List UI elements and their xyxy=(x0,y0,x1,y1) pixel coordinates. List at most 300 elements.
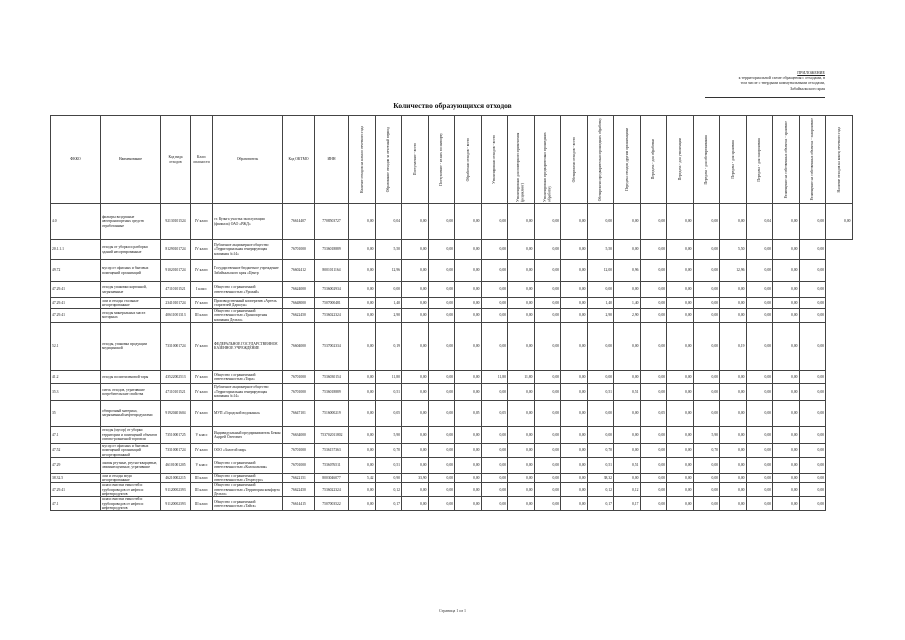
table-cell: 0,00 xyxy=(799,204,826,240)
table-cell: 0,00 xyxy=(693,383,720,400)
table-cell: 7708503727 xyxy=(315,204,349,240)
table-cell: 0,00 xyxy=(455,497,482,511)
table-cell: 0,00 xyxy=(720,298,747,309)
table-cell: 0,00 xyxy=(534,298,561,309)
table-cell: V класс xyxy=(191,426,213,443)
table-cell: 0,00 xyxy=(402,309,429,323)
table-cell: 73310001724 xyxy=(161,322,191,370)
column-header: Образователь xyxy=(213,116,283,204)
table-row xyxy=(51,497,853,511)
table-cell: 0,00 xyxy=(773,497,800,511)
table-cell: 76701000 xyxy=(283,457,315,473)
table-cell: мусор от офисных и бытовых помещений организаций несортированный xyxy=(101,443,161,457)
table-cell: 7536002934 xyxy=(315,282,349,298)
table-cell: 0,00 xyxy=(693,322,720,370)
table-cell: 0,00 xyxy=(746,322,773,370)
table-cell: 0,00 xyxy=(349,260,376,282)
table-cell: 0,00 xyxy=(428,383,455,400)
table-cell: 0,00 xyxy=(508,309,535,323)
table-cell: 0,00 xyxy=(402,400,429,426)
table-cell: 0,00 xyxy=(402,370,429,383)
table-cell: 0,00 xyxy=(746,426,773,443)
table-cell: 0,70 xyxy=(587,443,614,457)
table-cell: 40611001313 xyxy=(161,309,191,323)
column-header: Передача отходов другим организациям xyxy=(614,116,641,204)
appendix-line: Забайкальского края xyxy=(790,85,825,91)
table-cell: 0,00 xyxy=(402,483,429,497)
table-cell: 47.29.41 xyxy=(51,309,101,323)
table-cell: 0,00 xyxy=(640,240,667,260)
table-cell: 0,00 xyxy=(799,322,826,370)
table-cell: 0,00 xyxy=(508,457,535,473)
table-cell: 0,00 xyxy=(773,322,800,370)
table-cell: 0,05 xyxy=(455,400,482,426)
table-cell: III класс xyxy=(191,497,213,511)
table-cell: 7507000481 xyxy=(315,298,349,309)
table-cell: 0,00 xyxy=(534,426,561,443)
table-cell: 0,00 xyxy=(349,240,376,260)
table-cell: 0,00 xyxy=(693,400,720,426)
table-cell: 0,00 xyxy=(640,260,667,282)
table-row xyxy=(51,400,853,426)
table-row xyxy=(51,443,853,457)
table-cell: 76604000 xyxy=(283,322,315,370)
table-cell: 0,00 xyxy=(349,370,376,383)
table-cell: Общество с ограниченной ответственностью «Территория комфорта Дельта» xyxy=(213,483,283,497)
table-cell: 0,00 xyxy=(614,322,641,370)
table-cell: 0,00 xyxy=(402,457,429,473)
table-cell: 91120002393 xyxy=(161,497,191,511)
table-cell: 0,00 xyxy=(534,370,561,383)
table-cell: 0,00 xyxy=(614,400,641,426)
table-cell: 0,00 xyxy=(508,400,535,426)
table-cell: 0,00 xyxy=(481,473,508,483)
table-cell: 76622450 xyxy=(283,483,315,497)
table-cell: 0,00 xyxy=(481,282,508,298)
table-cell: Общество с ограниченной ответственностью «Урожай» xyxy=(213,282,283,298)
table-cell: 0,90 xyxy=(375,473,402,483)
table-cell: 0,00 xyxy=(587,400,614,426)
table-cell: 0,00 xyxy=(561,443,588,457)
table-cell: 0,00 xyxy=(508,204,535,240)
table-cell: 76614415 xyxy=(283,497,315,511)
table-cell: 0,00 xyxy=(746,457,773,473)
table-cell: 5,42 xyxy=(349,473,376,483)
table-cell: 0,00 xyxy=(534,383,561,400)
table-cell: 1,40 xyxy=(614,298,641,309)
table-cell: 0,00 xyxy=(455,240,482,260)
table-cell: 0,00 xyxy=(614,282,641,298)
table-cell: 0,51 xyxy=(375,383,402,400)
table-cell: 0,00 xyxy=(561,309,588,323)
table-cell: IV класс xyxy=(191,400,213,426)
table-cell: 0,00 xyxy=(455,204,482,240)
table-cell: 91020101724 xyxy=(161,260,191,282)
table-cell: 0,00 xyxy=(640,383,667,400)
table-cell: 11,80 xyxy=(508,370,535,383)
column-header: Наименование xyxy=(101,116,161,204)
table-cell: отходы минеральных масел моторных xyxy=(101,309,161,323)
table-cell: 0,00 xyxy=(720,473,747,483)
table-cell: 0,00 xyxy=(534,260,561,282)
table-cell: 0,00 xyxy=(402,322,429,370)
column-header: Поступление - из них по импорту xyxy=(428,116,455,204)
table-cell: 0,00 xyxy=(508,260,535,282)
table-cell: 0,00 xyxy=(693,260,720,282)
table-cell: 47.29.41 xyxy=(51,282,101,298)
table-cell: 0,00 xyxy=(428,457,455,473)
table-cell: 0,00 xyxy=(508,240,535,260)
table-cell: 0,00 xyxy=(773,473,800,483)
table-cell: 0,00 xyxy=(428,497,455,511)
table-cell: 46101001205 xyxy=(161,457,191,473)
table-cell: 76634000 xyxy=(283,426,315,443)
table-cell: 0,17 xyxy=(614,497,641,511)
table-cell: 5,90 xyxy=(693,426,720,443)
table-cell: 0,00 xyxy=(402,426,429,443)
table-cell: 0,00 xyxy=(561,457,588,473)
table-cell: 0,00 xyxy=(349,497,376,511)
table-cell: 0,00 xyxy=(640,443,667,457)
table-cell: 0,00 xyxy=(428,309,455,323)
table-cell: 5,90 xyxy=(375,426,402,443)
table-cell: Публичное акционерное общество «Территориальная генерирующая компания №14» xyxy=(213,383,283,400)
table-cell: 7536030154 xyxy=(315,370,349,383)
table-cell: 0,00 xyxy=(455,483,482,497)
table-cell: 0,00 xyxy=(508,298,535,309)
table-cell: 0,00 xyxy=(640,298,667,309)
table-cell: 0,00 xyxy=(428,483,455,497)
table-cell: отходы полиэтиленовой тары xyxy=(101,370,161,383)
column-header: Передача - для обработки xyxy=(640,116,667,204)
table-cell: 41.2 xyxy=(51,370,101,383)
column-header: Передача - для обезвреживания xyxy=(693,116,720,204)
table-cell: 2,90 xyxy=(614,309,641,323)
table-cell: 0,51 xyxy=(587,457,614,473)
table-cell: 0,00 xyxy=(746,282,773,298)
table-cell: 0,00 xyxy=(693,240,720,260)
table-cell: 0,00 xyxy=(428,400,455,426)
table-cell: 0,00 xyxy=(746,309,773,323)
table-cell: 81290101724 xyxy=(161,240,191,260)
table-row xyxy=(51,282,853,298)
table-cell: 0,00 xyxy=(667,309,694,323)
table-cell: 0,00 xyxy=(640,483,667,497)
table-cell: 0,00 xyxy=(534,322,561,370)
table-cell: 52.1 xyxy=(51,322,101,370)
table-cell: 0,04 xyxy=(746,204,773,240)
table-cell: 0,00 xyxy=(667,370,694,383)
table-cell: 0,00 xyxy=(693,282,720,298)
table-row xyxy=(51,309,853,323)
table-cell: 0,00 xyxy=(481,497,508,511)
table-cell: 0,00 xyxy=(799,298,826,309)
table-cell: 0,00 xyxy=(746,383,773,400)
table-cell: 0,00 xyxy=(640,204,667,240)
table-cell: Общество с ограниченной ответственностью «Тайга» xyxy=(213,497,283,511)
table-cell: 0,00 xyxy=(640,309,667,323)
column-header: Класс опасности xyxy=(191,116,213,204)
table-cell: 0,00 xyxy=(481,298,508,309)
table-cell: 0,00 xyxy=(640,426,667,443)
table-cell: 76701000 xyxy=(283,370,315,383)
table-cell: 33,90 xyxy=(402,473,429,483)
table-cell: мусор от офисных и бытовых помещений организаций xyxy=(101,260,161,282)
table-cell: 0,19 xyxy=(720,322,747,370)
table-cell: смесь отходов, утратившие потребительские свойства xyxy=(101,383,161,400)
table-cell: 0,00 xyxy=(640,497,667,511)
table-cell: 0,00 xyxy=(720,282,747,298)
table-cell: IV класс xyxy=(191,240,213,260)
table-cell: ст. Куэнга участка эксплуатации (филиала) ОАО «РЖД» xyxy=(213,204,283,240)
table-cell: 35 xyxy=(51,400,101,426)
table-cell: 0,00 xyxy=(799,483,826,497)
table-cell: IV класс xyxy=(191,370,213,383)
table-cell: 0,00 xyxy=(402,383,429,400)
table-cell: 0,00 xyxy=(720,497,747,511)
table-cell: 0,00 xyxy=(561,426,588,443)
table-cell: 1,40 xyxy=(375,298,402,309)
table-cell: 0,00 xyxy=(587,204,614,240)
table-cell: III класс xyxy=(191,473,213,483)
table-cell: 0,00 xyxy=(534,204,561,240)
table-cell: 76648000 xyxy=(283,298,315,309)
table-cell: лом и отходы меди несортированные xyxy=(101,473,161,483)
table-row xyxy=(51,370,853,383)
table-cell: 0,00 xyxy=(799,497,826,511)
table-cell: отходы, упаковка продукции медицинской xyxy=(101,322,161,370)
table-cell: 0,00 xyxy=(455,322,482,370)
table-cell: 12,96 xyxy=(375,260,402,282)
column-header: Утилизировано отходов - всего xyxy=(481,116,508,204)
table-cell: 0,00 xyxy=(561,483,588,497)
table-cell: 0,05 xyxy=(640,400,667,426)
table-cell: 0,00 xyxy=(667,322,694,370)
table-cell: 0,00 xyxy=(561,400,588,426)
table-cell: 0,00 xyxy=(402,282,429,298)
table-cell: 7536076511 xyxy=(315,457,349,473)
table-cell: 46210002215 xyxy=(161,473,191,483)
table-row xyxy=(51,322,853,370)
table-cell: 0,00 xyxy=(720,443,747,457)
table-cell: 0,00 xyxy=(799,400,826,426)
table-cell: 5,50 xyxy=(375,240,402,260)
table-row xyxy=(51,240,853,260)
table-cell: 0,00 xyxy=(799,260,826,282)
table-cell: 0,00 xyxy=(534,400,561,426)
table-cell: 0,00 xyxy=(508,473,535,483)
table-cell: 0,00 xyxy=(349,426,376,443)
table-cell: 0,00 xyxy=(455,309,482,323)
table-cell: 0,00 xyxy=(508,483,535,497)
table-cell: 0,00 xyxy=(640,457,667,473)
table-cell: 0,00 xyxy=(693,309,720,323)
table-cell: 0,00 xyxy=(561,383,588,400)
column-header: ИНН xyxy=(315,116,349,204)
appendix-line: к территориальной схеме обращения с отходами, в xyxy=(738,75,825,81)
table-cell: 0,00 xyxy=(587,370,614,383)
table-cell: 8003046077 xyxy=(315,473,349,483)
column-header: Поступление - всего xyxy=(402,116,429,204)
table-row xyxy=(51,473,853,483)
table-cell: 35.3 xyxy=(51,383,101,400)
table-cell: 47.1 xyxy=(51,497,101,511)
table-cell: 0,00 xyxy=(720,400,747,426)
table-cell: 0,00 xyxy=(720,457,747,473)
table-cell: 47110101521 xyxy=(161,383,191,400)
table-cell: ФЕДЕРАЛЬНОЕ ГОСУДАРСТВЕННОЕ КАЗЕННОЕ УЧРЕЖДЕНИЕ xyxy=(213,322,283,370)
table-cell: 0,00 xyxy=(428,204,455,240)
table-cell: 0,00 xyxy=(799,457,826,473)
table-cell: 0,00 xyxy=(799,370,826,383)
table-cell: 0,00 xyxy=(720,483,747,497)
table-cell: 73310001724 xyxy=(161,443,191,457)
table-cell: 0,00 xyxy=(773,400,800,426)
table-cell: IV класс xyxy=(191,322,213,370)
table-cell: отходы от уборки и разборки зданий несортированные xyxy=(101,240,161,260)
table-cell: 0,00 xyxy=(773,483,800,497)
table-cell: 47.29 xyxy=(51,457,101,473)
table-cell: 91120002393 xyxy=(161,483,191,497)
table-cell: 0,00 xyxy=(428,322,455,370)
table-cell: 0,00 xyxy=(508,426,535,443)
table-cell: шлам очистки емкостей и трубопроводов от нефти и нефтепродуктов xyxy=(101,497,161,511)
table-row xyxy=(51,483,853,497)
table-cell: 0,00 xyxy=(614,426,641,443)
table-cell: 0,00 xyxy=(667,443,694,457)
table-cell: 0,00 xyxy=(614,473,641,483)
table-cell: 43522002513 xyxy=(161,370,191,383)
table-cell: Государственное бюджетное учреждение Забайкальского края «Центр xyxy=(213,260,283,282)
table-cell: 0,00 xyxy=(402,443,429,457)
table-cell: 0,00 xyxy=(534,282,561,298)
table-cell: 0,00 xyxy=(561,473,588,483)
table-cell: 47.29.41 xyxy=(51,483,101,497)
table-cell: 0,00 xyxy=(428,298,455,309)
table-cell: 0,00 xyxy=(534,309,561,323)
table-cell: 47110101521 xyxy=(161,282,191,298)
table-cell: 0,00 xyxy=(746,473,773,483)
table-cell: 0,00 xyxy=(561,240,588,260)
table-cell: 0,12 xyxy=(614,483,641,497)
table-cell: лампы ртутные, ртутно-кварцевые, люминесцентные, утратившие xyxy=(101,457,161,473)
table-cell: 0,17 xyxy=(375,497,402,511)
table-cell: 0,96 xyxy=(614,260,641,282)
appendix-title: ПРИЛОЖЕНИЕ xyxy=(797,70,825,75)
table-cell: 0,00 xyxy=(746,400,773,426)
table-cell: 7536022324 xyxy=(315,309,349,323)
table-cell: 0,70 xyxy=(693,443,720,457)
table-cell: 76622450 xyxy=(283,309,315,323)
table-cell: 0,51 xyxy=(614,457,641,473)
column-header: Код вида отходов xyxy=(161,116,191,204)
table-cell: 0,00 xyxy=(693,370,720,383)
table-cell: 0,00 xyxy=(640,370,667,383)
table-cell: 7516000219 xyxy=(315,400,349,426)
table-cell: 11,80 xyxy=(481,370,508,383)
table-cell: 0,00 xyxy=(349,443,376,457)
table-cell: 0,00 xyxy=(349,282,376,298)
table-header-row xyxy=(51,116,853,204)
table-cell: 0,00 xyxy=(561,370,588,383)
table-cell: отходы упаковки картонной, загрязненные xyxy=(101,282,161,298)
table-cell: 0,00 xyxy=(481,322,508,370)
table-cell: 76701000 xyxy=(283,240,315,260)
table-cell: 0,00 xyxy=(693,483,720,497)
table-cell: 0,00 xyxy=(455,282,482,298)
table-cell: 76624000 xyxy=(283,282,315,298)
table-cell: 0,00 xyxy=(773,426,800,443)
table-cell: 0,00 xyxy=(746,370,773,383)
table-cell: 0,00 xyxy=(508,443,535,457)
appendix-block xyxy=(695,70,825,98)
table-cell: 0,00 xyxy=(349,457,376,473)
table-cell: 0,00 xyxy=(720,383,747,400)
table-cell: 0,00 xyxy=(455,260,482,282)
table-cell: 0,00 xyxy=(508,322,535,370)
table-cell: 0,04 xyxy=(375,204,402,240)
table-cell: 0,00 xyxy=(561,204,588,240)
table-cell: 0,00 xyxy=(587,282,614,298)
table-cell: 38,32 xyxy=(587,473,614,483)
table-cell: 76701000 xyxy=(283,383,315,400)
table-cell: 0,00 xyxy=(455,426,482,443)
table-cell: 0,00 xyxy=(720,204,747,240)
table-cell: 0,00 xyxy=(455,370,482,383)
table-cell: 0,00 xyxy=(693,457,720,473)
column-header: ФККО xyxy=(51,116,101,204)
table-cell: 0,00 xyxy=(693,497,720,511)
table-cell: 0,00 xyxy=(508,497,535,511)
table-cell: 0,00 xyxy=(667,298,694,309)
table-cell: 76622151 xyxy=(283,473,315,483)
table-cell: IV класс xyxy=(191,443,213,457)
table-row xyxy=(51,298,853,309)
table-cell: 0,00 xyxy=(561,322,588,370)
table-cell: 0,00 xyxy=(746,443,773,457)
table-cell: 0,05 xyxy=(375,400,402,426)
table-cell: IV класс xyxy=(191,383,213,400)
table-cell: 0,00 xyxy=(481,443,508,457)
table-cell: 73510001725 xyxy=(161,426,191,443)
table-cell: 0,00 xyxy=(428,426,455,443)
table-cell: 0,00 xyxy=(826,204,853,240)
table-cell: 0,00 xyxy=(481,383,508,400)
table-cell: 0,00 xyxy=(534,240,561,260)
table-cell: 0,00 xyxy=(773,383,800,400)
table-cell: 0,00 xyxy=(746,497,773,511)
table-cell: 0,00 xyxy=(534,497,561,511)
table-cell: 0,00 xyxy=(402,260,429,282)
table-cell: 0,00 xyxy=(534,473,561,483)
table-cell: 76701000 xyxy=(283,443,315,457)
column-header: Образование отходов за отчетный период xyxy=(375,116,402,204)
table-cell: 0,00 xyxy=(640,282,667,298)
table-cell: 0,00 xyxy=(799,240,826,260)
table-cell: 0,00 xyxy=(508,282,535,298)
table-cell: ООО «Золотой мир» xyxy=(213,443,283,457)
table-cell: 7537002334 xyxy=(315,322,349,370)
table-cell: 49.72 xyxy=(51,260,101,282)
table-cell: 0,12 xyxy=(587,483,614,497)
column-header: Утилизировано для повторного применения (рециклинг) xyxy=(508,116,535,204)
table-cell: 0,00 xyxy=(746,298,773,309)
table-cell: 0,00 xyxy=(455,457,482,473)
table-cell: 0,00 xyxy=(799,443,826,457)
table-row xyxy=(51,204,853,240)
table-cell: 0,00 xyxy=(561,298,588,309)
table-cell: 0,00 xyxy=(349,322,376,370)
